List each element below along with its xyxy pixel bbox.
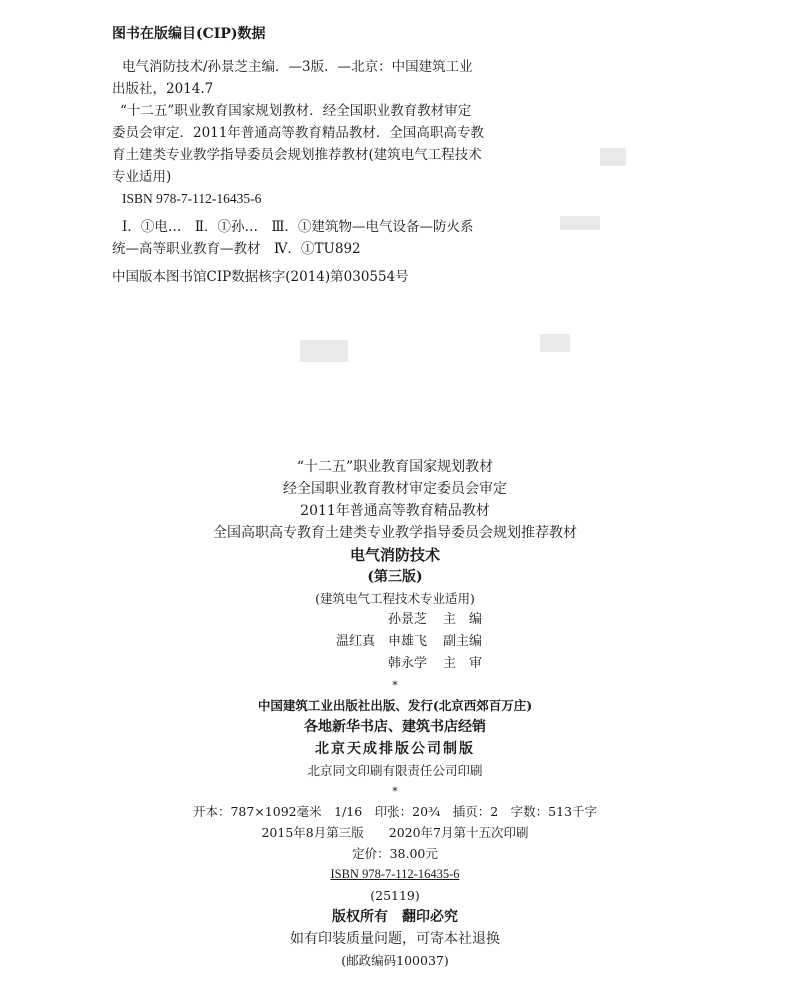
- book-code: (25119): [370, 888, 420, 903]
- cip-line: 出版社，2014.7: [112, 81, 214, 97]
- book-title: 电气消防技术: [349, 546, 440, 564]
- cip-line: Ⅰ．①电… Ⅱ．①孙… Ⅲ．①建筑物—电气设备—防火系: [122, 219, 474, 235]
- publisher-line: 中国建筑工业出版社出版、发行(北京西郊百万庄): [257, 698, 533, 713]
- cip-isbn: ISBN 978-7-112-16435-6: [122, 191, 262, 206]
- specs-line: 开本：787×1092毫米 1/16 印张：20¾ 插页：2 字数：513千字: [192, 804, 598, 819]
- edition-label: (第三版): [367, 569, 423, 585]
- show-through-mark: [600, 148, 626, 166]
- series-line: “十二五”职业教育国家规划教材: [296, 459, 494, 475]
- credit-row: [0, 631, 482, 653]
- credit-role: 主 编: [442, 612, 482, 627]
- return-note: 如有印装质量问题，可寄本社退换: [290, 931, 500, 947]
- printer-line: 北京同文印刷有限责任公司印刷: [307, 763, 483, 778]
- credit-names: 温红真 申雄飞: [335, 634, 427, 649]
- credit-names: 韩永学: [387, 656, 427, 671]
- postcode-line: (邮政编码100037): [341, 953, 449, 968]
- show-through-mark: [540, 334, 570, 352]
- imprint-block: [0, 456, 790, 971]
- credit-names: 孙景芝: [387, 612, 427, 627]
- cip-line: 专业适用): [112, 169, 172, 185]
- cip-data-block: [112, 24, 484, 288]
- credit-role: 主 审: [442, 656, 482, 671]
- cip-bibliographic-entry: [112, 56, 484, 100]
- show-through-mark: [560, 216, 600, 230]
- credit-row: [0, 609, 482, 631]
- cip-line: 电气消防技术/孙景芝主编．—3版．—北京：中国建筑工业: [122, 59, 473, 75]
- applicable-label: (建筑电气工程技术专业适用): [315, 591, 475, 606]
- series-line: 经全国职业教育教材审定委员会审定: [283, 481, 507, 497]
- credits-list: [0, 609, 790, 675]
- cip-series-note: [112, 100, 484, 188]
- cip-line: 委员会审定．2011年普通高等教育精品教材．全国高职高专教: [112, 125, 484, 141]
- distributor-line: 各地新华书店、建筑书店经销: [304, 719, 486, 735]
- cip-number: 中国版本图书馆CIP数据核字(2014)第030554号: [112, 269, 409, 285]
- cip-line: “十二五”职业教育国家规划教材．经全国职业教育教材审定: [120, 103, 472, 119]
- cip-heading: 图书在版编目(CIP)数据: [112, 26, 266, 42]
- series-line: 全国高职高专教育土建类专业教学指导委员会规划推荐教材: [213, 525, 577, 541]
- cip-line: 育土建类专业教学指导委员会规划推荐教材(建筑电气工程技术: [112, 147, 482, 163]
- credit-row: [0, 653, 482, 675]
- isbn-line: ISBN 978-7-112-16435-6: [330, 867, 460, 881]
- cip-line: 统—高等职业教育—教材 Ⅳ．①TU892: [112, 241, 361, 257]
- rights-line: 版权所有 翻印必究: [332, 909, 458, 925]
- series-line: 2011年普通高等教育精品教材: [300, 503, 490, 519]
- cip-classification: [112, 216, 484, 260]
- typesetter-line: 北京天成排版公司制版: [315, 741, 475, 757]
- separator-star: *: [392, 785, 398, 798]
- separator-star: *: [392, 679, 398, 692]
- price-line: 定价：38.00元: [352, 846, 438, 861]
- show-through-mark: [300, 340, 348, 362]
- dates-line: 2015年8月第三版 2020年7月第十五次印刷: [261, 825, 529, 840]
- credit-role: 副主编: [442, 634, 482, 649]
